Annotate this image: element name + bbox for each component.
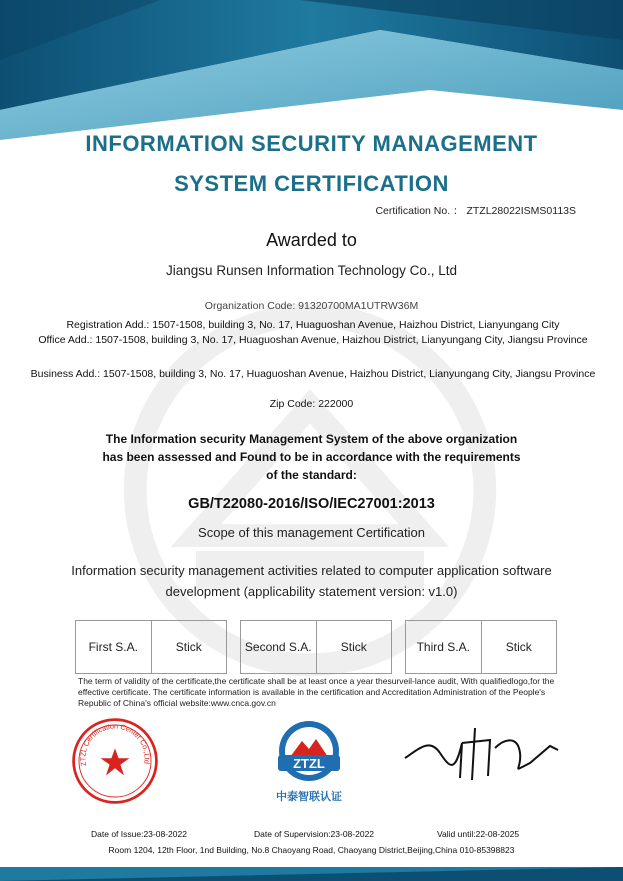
title-line-2: SYSTEM CERTIFICATION: [174, 171, 449, 196]
sa-label: Third S.A.: [406, 621, 482, 673]
title-line-1: INFORMATION SECURITY MANAGEMENT: [85, 131, 538, 156]
scope-text: Information security management activities related to computer application software development (applicability statement version: v1.0): [71, 563, 552, 599]
validity-note: The term of validity of the certificate,the certificate shall be at least once a year thesurveil-lance audit, With qualifiedlogo,for the effective certificate. The certificate information is available in the certification and Accreditation Administration of the People's Republic of China's official website:www.cnca.gov.cn: [78, 676, 555, 708]
signature-image: [400, 718, 560, 788]
valid-until: Valid until:22-08-2025: [437, 829, 520, 839]
registration-address: Registration Add.: 1507-1508, building 3, No. 17, Huaguoshan Avenue, Haizhou District, Lianyungang City: [66, 319, 560, 331]
standard-reference: GB/T22080-2016/ISO/IEC27001:2013: [188, 496, 435, 512]
svg-text:ZTZL Certification Center Co.,: ZTZL Certification Center Co.,Ltd: [78, 721, 152, 767]
office-address: Office Add.: 1507-1508, building 3, No. 17, Huaguoshan Avenue, Haizhou District, Lianyungang City, Jiangsu Province: [38, 334, 588, 346]
certification-number: Certification No. ： ZTZL28022ISMS0113S: [375, 205, 576, 217]
ztzl-logo-icon: [268, 717, 350, 785]
organization-code: Organization Code: 91320700MA1UTRW36M: [204, 300, 419, 312]
red-seal-icon: [70, 716, 160, 806]
scope-label: Scope of this management Certification: [198, 525, 425, 540]
issuer-address: Room 1204, 12th Floor, 1nd Building, No.8 Chaoyang Road, Chaoyang District,Beijing,China 010-85398823: [108, 845, 515, 855]
logo-name: 中泰智联认证: [276, 791, 342, 803]
conformity-statement: The Information security Management System of the above organization has been assessed and Found to be in accordance with the requirements of the standard:: [102, 432, 521, 482]
sa-label: Second S.A.: [241, 621, 317, 673]
logo-mark-text: ZTZL: [293, 756, 325, 771]
sa-value: Stick: [175, 640, 202, 654]
date-of-supervision: Date of Supervision:23-08-2022: [254, 829, 375, 839]
sa-label: First S.A.: [76, 621, 152, 673]
top-decorative-band: [0, 0, 623, 140]
surveillance-audit-box-1: [75, 620, 227, 674]
surveillance-audit-box-2: [240, 620, 392, 674]
business-address: Business Add.: 1507-1508, building 3, No. 17, Huaguoshan Avenue, Haizhou District, Lianyungang City, Jiangsu Province: [30, 368, 596, 380]
awarded-to-label: Awarded to: [266, 230, 357, 250]
surveillance-audit-box-3: [405, 620, 557, 674]
zip-code: Zip Code: 222000: [269, 398, 354, 410]
sa-value: Stick: [505, 640, 532, 654]
sa-value: Stick: [340, 640, 367, 654]
date-of-issue: Date of Issue:23-08-2022: [91, 829, 187, 839]
company-name: Jiangsu Runsen Information Technology Co., Ltd: [166, 263, 457, 278]
bottom-decorative-band: [0, 867, 623, 881]
